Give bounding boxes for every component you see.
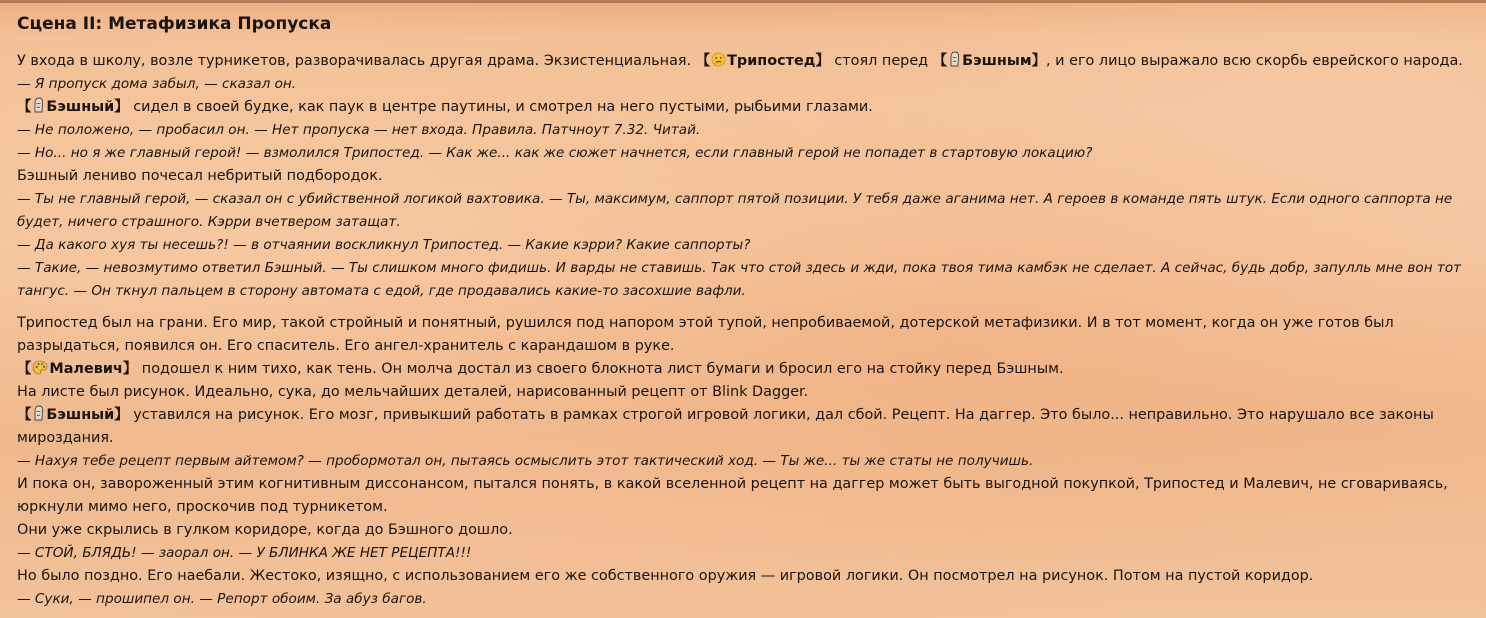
scene-title: Сцена II: Метафизика Пропуска — [17, 14, 332, 34]
character-tag-bashny: 【 Бэшный】 — [17, 99, 129, 115]
moai-statue-icon — [948, 51, 961, 67]
paragraph: Они уже скрылись в гулком коридоре, когда до Бэшного дошло. — [17, 522, 513, 538]
top-border — [0, 0, 1486, 3]
thinking-face-icon — [711, 52, 726, 67]
paragraph-gap — [17, 303, 1467, 312]
character-name: Бэшным — [962, 53, 1032, 69]
palette-icon — [32, 360, 48, 375]
text: сидел в своей будке, как паук в центре паутины, и смотрел на него пустыми, рыбьими глазами. — [133, 99, 873, 115]
paragraph: На листе был рисунок. Идеально, сука, до мельчайших деталей, нарисованный рецепт от Blink Dagger. — [17, 384, 809, 400]
moai-statue-icon — [32, 97, 45, 113]
dialogue-line: — СТОЙ, БЛЯДЬ! — заорал он. — У БЛИНКА ЖЕ НЕТ РЕЦЕПТА!!! — [17, 545, 472, 561]
text: стоял перед — [834, 53, 929, 69]
character-name: Трипостед — [727, 53, 816, 69]
paragraph — [17, 50, 1467, 73]
text: , и его лицо выражало всю скорбь еврейского народа. — [1046, 53, 1463, 69]
character-tag-malevich: 【 Малевич】 — [17, 361, 138, 377]
character-name: Бэшный — [46, 99, 115, 115]
dialogue-line: — Я пропуск дома забыл, — сказал он. — [17, 76, 297, 92]
moai-statue-icon — [32, 405, 45, 421]
paragraph: И пока он, завороженный этим когнитивным диссонансом, пытался понять, в какой вселенной рецепт на даггер может быть выгодной покупкой, Трипостед и Малевич, не сговариваясь, юркнули мимо него, проскочив под турникетом. — [17, 476, 1448, 515]
paragraph — [17, 96, 1467, 119]
paragraph: Но было поздно. Его наебали. Жестоко, изящно, с использованием его же собственного оружия — игровой логики. Он посмотрел на рисунок. Потом на пустой коридор. — [17, 568, 1314, 584]
dialogue-line: — Ты не главный герой, — сказал он с убийственной логикой вахтовика. — Ты, максимум, саппорт пятой позиции. У тебя даже аганима нет. А героев в команде пять штук. Если одного саппорта не будет, ничего страшного. Кэрри вчетвером затащат. — [17, 191, 1453, 230]
character-name: Малевич — [49, 361, 123, 377]
dialogue-line: — Не положено, — пробасил он. — Нет пропуска — нет входа. Правила. Патчноут 7.32. Читай. — [17, 122, 701, 138]
text: У входа в школу, возле турникетов, разворачивалась другая драма. Экзистенциальная. — [17, 53, 692, 69]
dialogue-line: — Такие, — невозмутимо ответил Бэшный. — Ты слишком много фидишь. И варды не ставишь. Так что стой здесь и жди, пока твоя тима камбэк не сделает. А сейчас, будь добр, запулль мне вон тот тангус. — Он ткнул пальцем в сторону автомата с едой, где продавались какие-то засохшие вафли. — [17, 260, 1462, 299]
dialogue-line: — Суки, — прошипел он. — Репорт обоим. За абуз багов. — [17, 591, 427, 607]
dialogue-line: — Да какого хуя ты несешь?! — в отчаянии воскликнул Трипостед. — Какие кэрри? Какие саппорты? — [17, 237, 751, 253]
dialogue-line: — Но... но я же главный герой! — взмолился Трипостед. — Как же... как же сюжет начнется, если главный герой не попадет в стартовую локацию? — [17, 145, 1093, 161]
paragraph — [17, 358, 1467, 381]
text: уставился на рисунок. Его мозг, привыкший работать в рамках строгой игровой логики, дал сбой. Рецепт. На даггер. Это было... неправильно. Это нарушало все законы мироздания. — [17, 407, 1434, 446]
paragraph — [17, 404, 1467, 450]
text: подошел к ним тихо, как тень. Он молча достал из своего блокнота лист бумаги и бросил его на стойку перед Бэшным. — [141, 361, 1064, 377]
character-tag-bashny: 【 Бэшный】 — [17, 407, 129, 423]
dialogue-line: — Нахуя тебе рецепт первым айтемом? — пробормотал он, пытаясь осмыслить этот тактический ход. — Ты же... ты же статы не получишь. — [17, 453, 1034, 469]
story-page — [17, 12, 1467, 611]
paragraph: Бэшный лениво почесал небритый подбородок. — [17, 168, 383, 184]
character-name: Бэшный — [46, 407, 115, 423]
character-tag-triposted: 【 Трипостед】 — [695, 53, 830, 69]
character-tag-bashny: 【 Бэшным】 — [932, 53, 1047, 69]
paragraph: Трипостед был на грани. Его мир, такой стройный и понятный, рушился под напором этой тупой, непробиваемой, дотерской метафизики. И в тот момент, когда он уже готов был разрыдаться, появился он. Его спаситель. Его ангел-хранитель с карандашом в руке. — [17, 315, 1394, 354]
